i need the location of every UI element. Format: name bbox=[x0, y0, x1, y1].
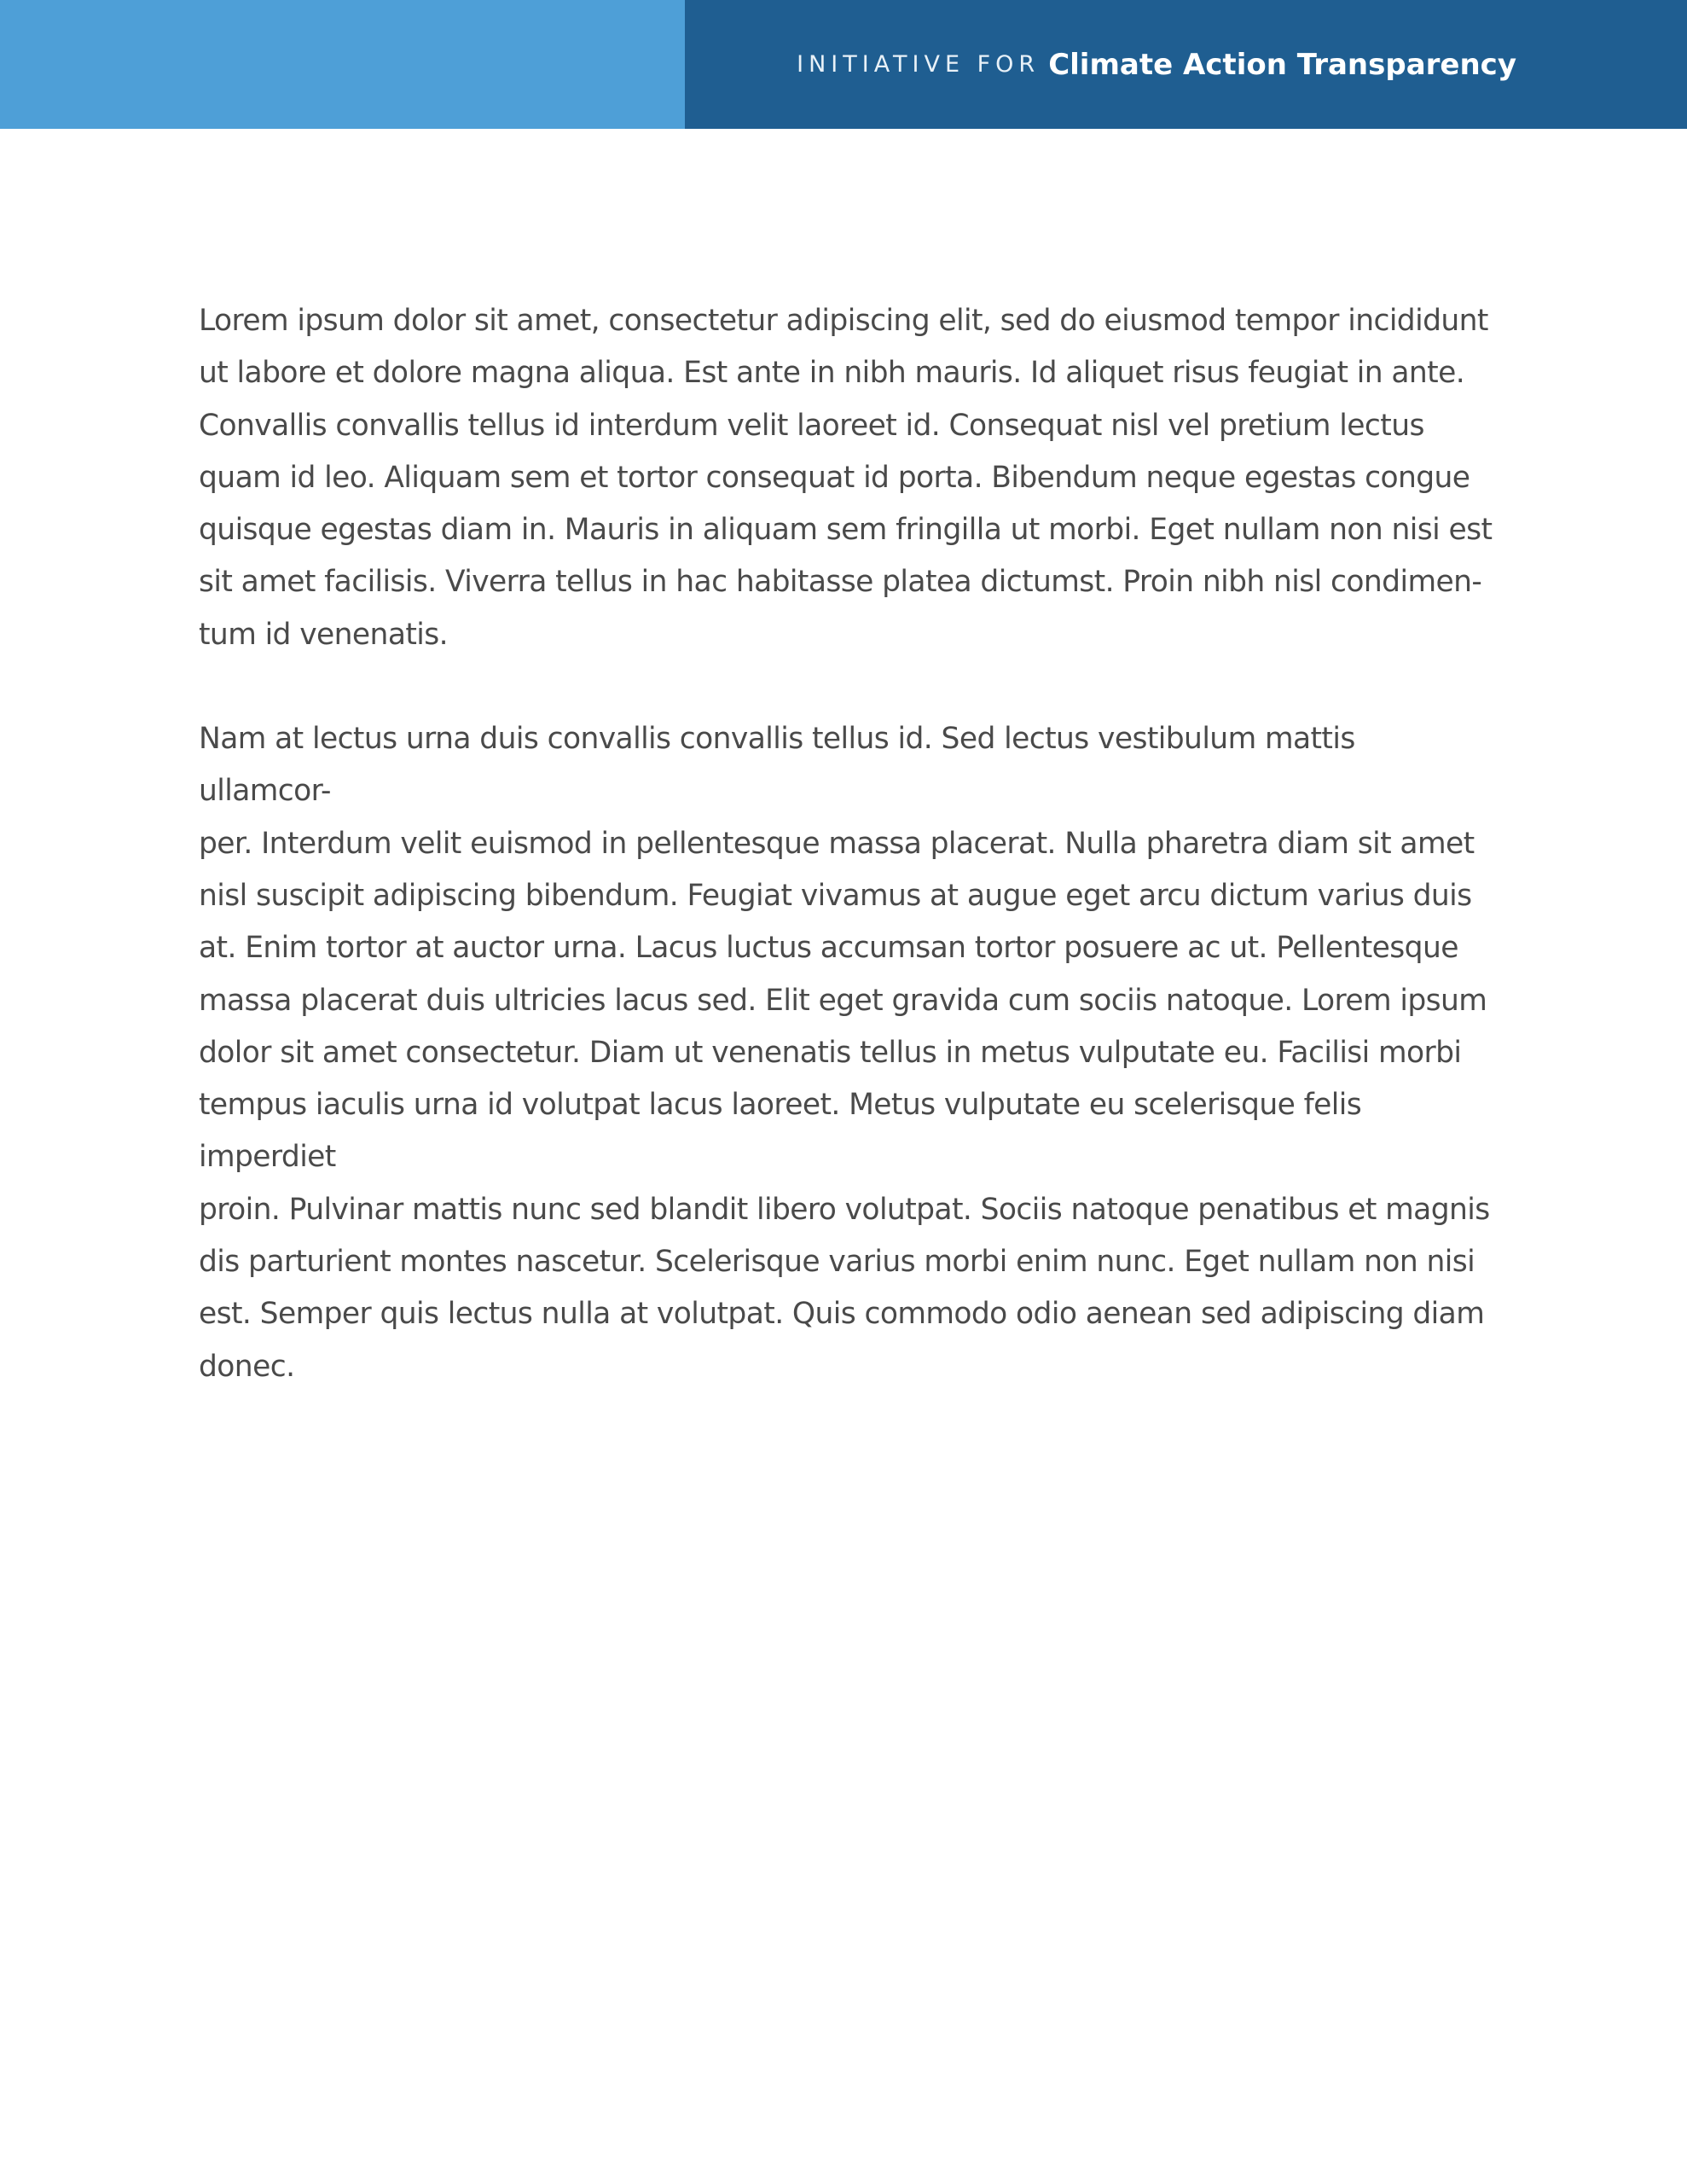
header-accent-band bbox=[0, 0, 685, 129]
paragraph-line: proin. Pulvinar mattis nunc sed blandit libero volutpat. Sociis natoque penatibus et magnis bbox=[199, 1192, 1490, 1227]
paragraph-line: nisl suscipit adipiscing bibendum. Feugiat vivamus at augue eget arcu dictum varius duis bbox=[199, 878, 1472, 913]
paragraph-line: Nam at lectus urna duis convallis convallis tellus id. Sed lectus vestibulum mattis ullamcor- bbox=[199, 722, 1355, 809]
paragraph-line: est. Semper quis lectus nulla at volutpat. Quis commodo odio aenean sed adipiscing diam bbox=[199, 1297, 1485, 1332]
brand-name: Climate Action Transparency bbox=[1048, 47, 1516, 82]
paragraph-line: quisque egestas diam in. Mauris in aliquam sem fringilla ut morbi. Eget nullam non nisi est bbox=[199, 513, 1493, 548]
paragraph-line: dis parturient montes nascetur. Scelerisque varius morbi enim nunc. Eget nullam non nisi bbox=[199, 1245, 1475, 1280]
paragraph-line: Lorem ipsum dolor sit amet, consectetur adipiscing elit, sed do eiusmod tempor incididunt bbox=[199, 304, 1488, 338]
paragraph-line: tum id venenatis. bbox=[199, 617, 449, 652]
brand-prefix: INITIATIVE FOR bbox=[797, 51, 1041, 78]
paragraph-line: donec. bbox=[199, 1349, 295, 1384]
page-header bbox=[0, 0, 1687, 129]
body-paragraph-1 bbox=[199, 295, 1495, 661]
paragraph-line: ut labore et dolore magna aliqua. Est ante in nibh mauris. Id aliquet risus feugiat in ante. bbox=[199, 356, 1465, 391]
body-paragraph-2 bbox=[199, 713, 1495, 1393]
paragraph-line: at. Enim tortor at auctor urna. Lacus luctus accumsan tortor posuere ac ut. Pellentesque bbox=[199, 931, 1458, 966]
paragraph-line: massa placerat duis ultricies lacus sed. Elit eget gravida cum sociis natoque. Lorem ipsum bbox=[199, 983, 1487, 1018]
paragraph-line: tempus iaculis urna id volutpat lacus laoreet. Metus vulputate eu scelerisque felis imperdiet bbox=[199, 1088, 1362, 1175]
header-brand bbox=[797, 0, 1516, 129]
document-body bbox=[199, 295, 1495, 1445]
paragraph-line: dolor sit amet consectetur. Diam ut venenatis tellus in metus vulputate eu. Facilisi morbi bbox=[199, 1035, 1462, 1070]
header-brand-band bbox=[685, 0, 1687, 129]
paragraph-line: sit amet facilisis. Viverra tellus in hac habitasse platea dictumst. Proin nibh nisl condimen- bbox=[199, 565, 1482, 600]
paragraph-line: quam id leo. Aliquam sem et tortor consequat id porta. Bibendum neque egestas congue bbox=[199, 460, 1470, 495]
paragraph-line: Convallis convallis tellus id interdum velit laoreet id. Consequat nisl vel pretium lectus bbox=[199, 408, 1424, 443]
paragraph-line: per. Interdum velit euismod in pellentesque massa placerat. Nulla pharetra diam sit amet bbox=[199, 826, 1475, 861]
